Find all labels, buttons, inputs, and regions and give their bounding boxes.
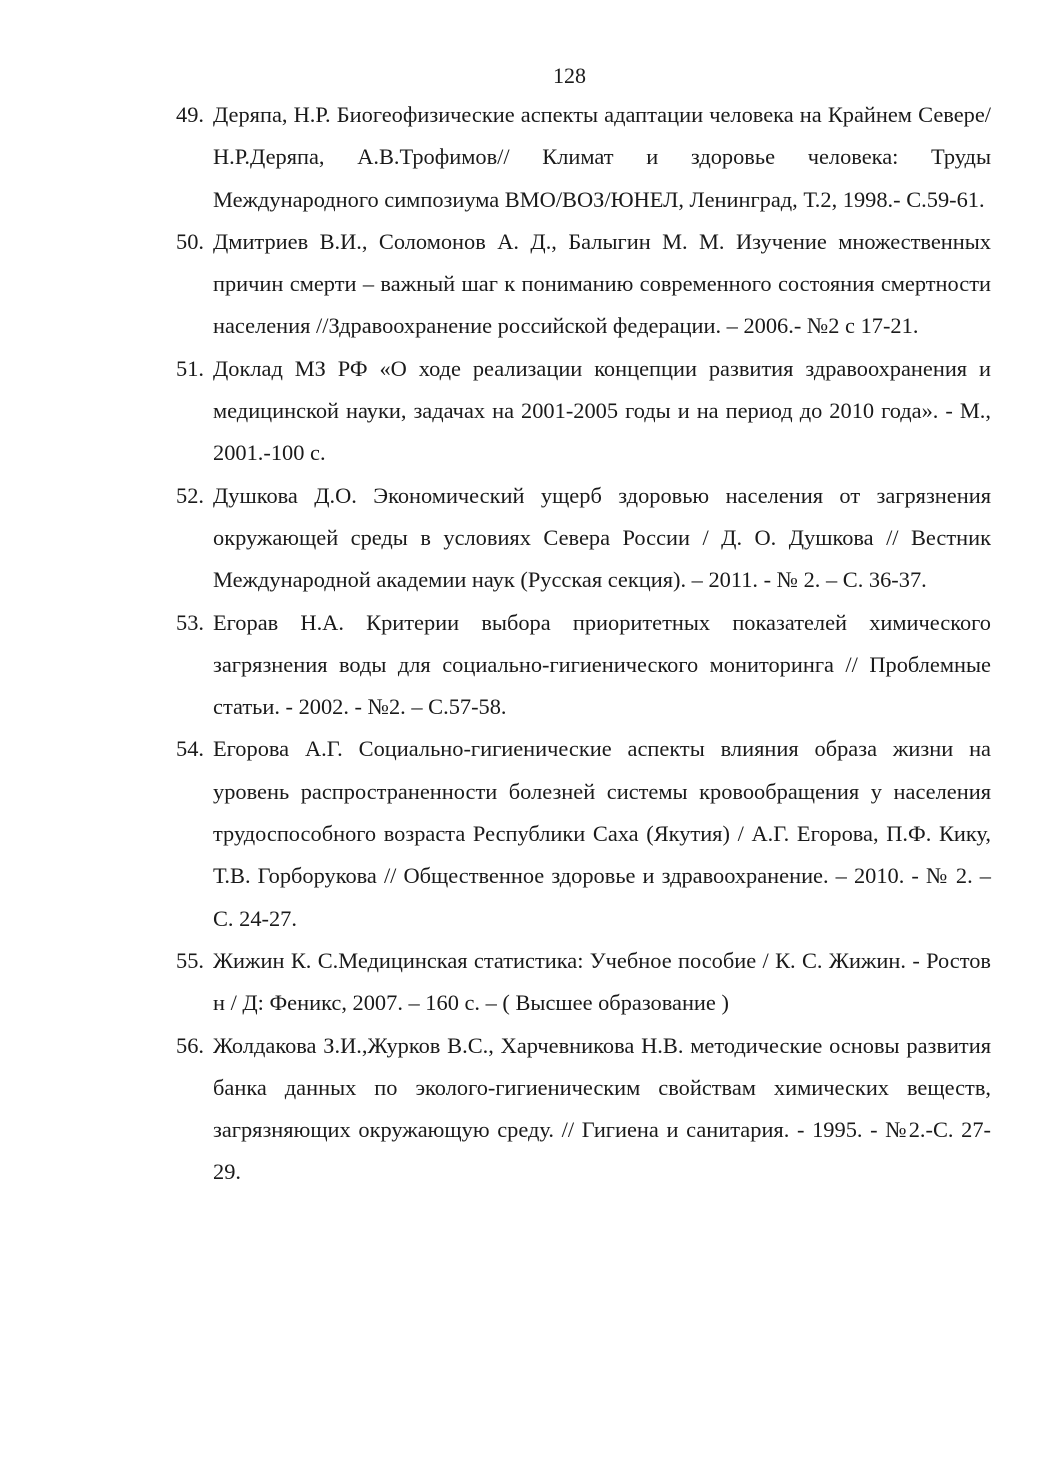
entry-text: Деряпа, Н.Р. Биогеофизические аспекты адаптации человека на Крайнем Севере/ Н.Р.Деряпа, А.В.Трофимов// Климат и здоровье человека: Труды Международного симпозиума ВМО/ВОЗ/ЮНЕЛ, Ленинград, Т.2, 1998.- С.59-61. xyxy=(213,102,991,212)
entry-text: Душкова Д.О. Экономический ущерб здоровью населения от загрязнения окружающей среды в условиях Севера России / Д. О. Душкова // Вестник Международной академии наук (Русская секция). – 2011. - № 2. – С. 36-37. xyxy=(213,482,991,593)
bibliography-list xyxy=(176,94,991,1194)
entry-number: 53. xyxy=(176,609,204,635)
bibliography-entry xyxy=(176,940,991,1025)
entry-number: 56. xyxy=(176,1032,204,1058)
entry-text: Дмитриев В.И., Соломонов А. Д., Балыгин М. М. Изучение множественных причин смерти – важный шаг к пониманию современного состояния смертности населения //Здравоохранение российской федерации. – 2006.- №2 с 17-21. xyxy=(213,228,991,339)
entry-text: Доклад МЗ РФ «О ходе реализации концепции развития здравоохранения и медицинской науки, задачах на 2001-2005 годы и на период до 2010 года». - М., 2001.-100 с. xyxy=(213,355,991,466)
bibliography-entry xyxy=(176,94,991,221)
entry-number: 49. xyxy=(176,102,204,127)
bibliography-entry xyxy=(176,602,991,729)
entry-text: Жолдакова З.И.,Журков В.С., Харчевникова Н.В. методические основы развития банка данных по эколого-гигиеническим свойствам химических веществ, загрязняющих окружающую среду. // Гигиена и санитария. - 1995. - №2.-С. 27-29. xyxy=(213,1032,991,1185)
page-number: 128 xyxy=(553,63,586,88)
bibliography-entry xyxy=(176,221,991,348)
entry-text: Егорав Н.А. Критерии выбора приоритетных показателей химического загрязнения воды для социально-гигиенического мониторинга // Проблемные статьи. - 2002. - №2. – С.57-58. xyxy=(213,609,991,720)
entry-number: 54. xyxy=(176,736,204,762)
entry-number: 55. xyxy=(176,947,204,973)
entry-text: Жижин К. С.Медицинская статистика: Учебное пособие / К. С. Жижин. - Ростов н / Д: Феникс, 2007. – 160 с. – ( Высшее образование ) xyxy=(213,947,991,1016)
entry-number: 51. xyxy=(176,355,204,381)
bibliography-entry xyxy=(176,728,991,939)
bibliography-entry xyxy=(176,1025,991,1194)
entry-text: Егорова А.Г. Социально-гигиенические аспекты влияния образа жизни на уровень распространенности болезней системы кровообращения у населения трудоспособного возраста Республики Саха (Якутия) / А.Г. Егорова, П.Ф. Кику, Т.В. Горборукова // Общественное здоровье и здравоохранение. – 2010. - № 2. – С. 24-27. xyxy=(213,736,991,931)
bibliography-entry xyxy=(176,475,991,602)
entry-number: 52. xyxy=(176,482,204,508)
bibliography-entry xyxy=(176,348,991,475)
entry-number: 50. xyxy=(176,228,204,254)
